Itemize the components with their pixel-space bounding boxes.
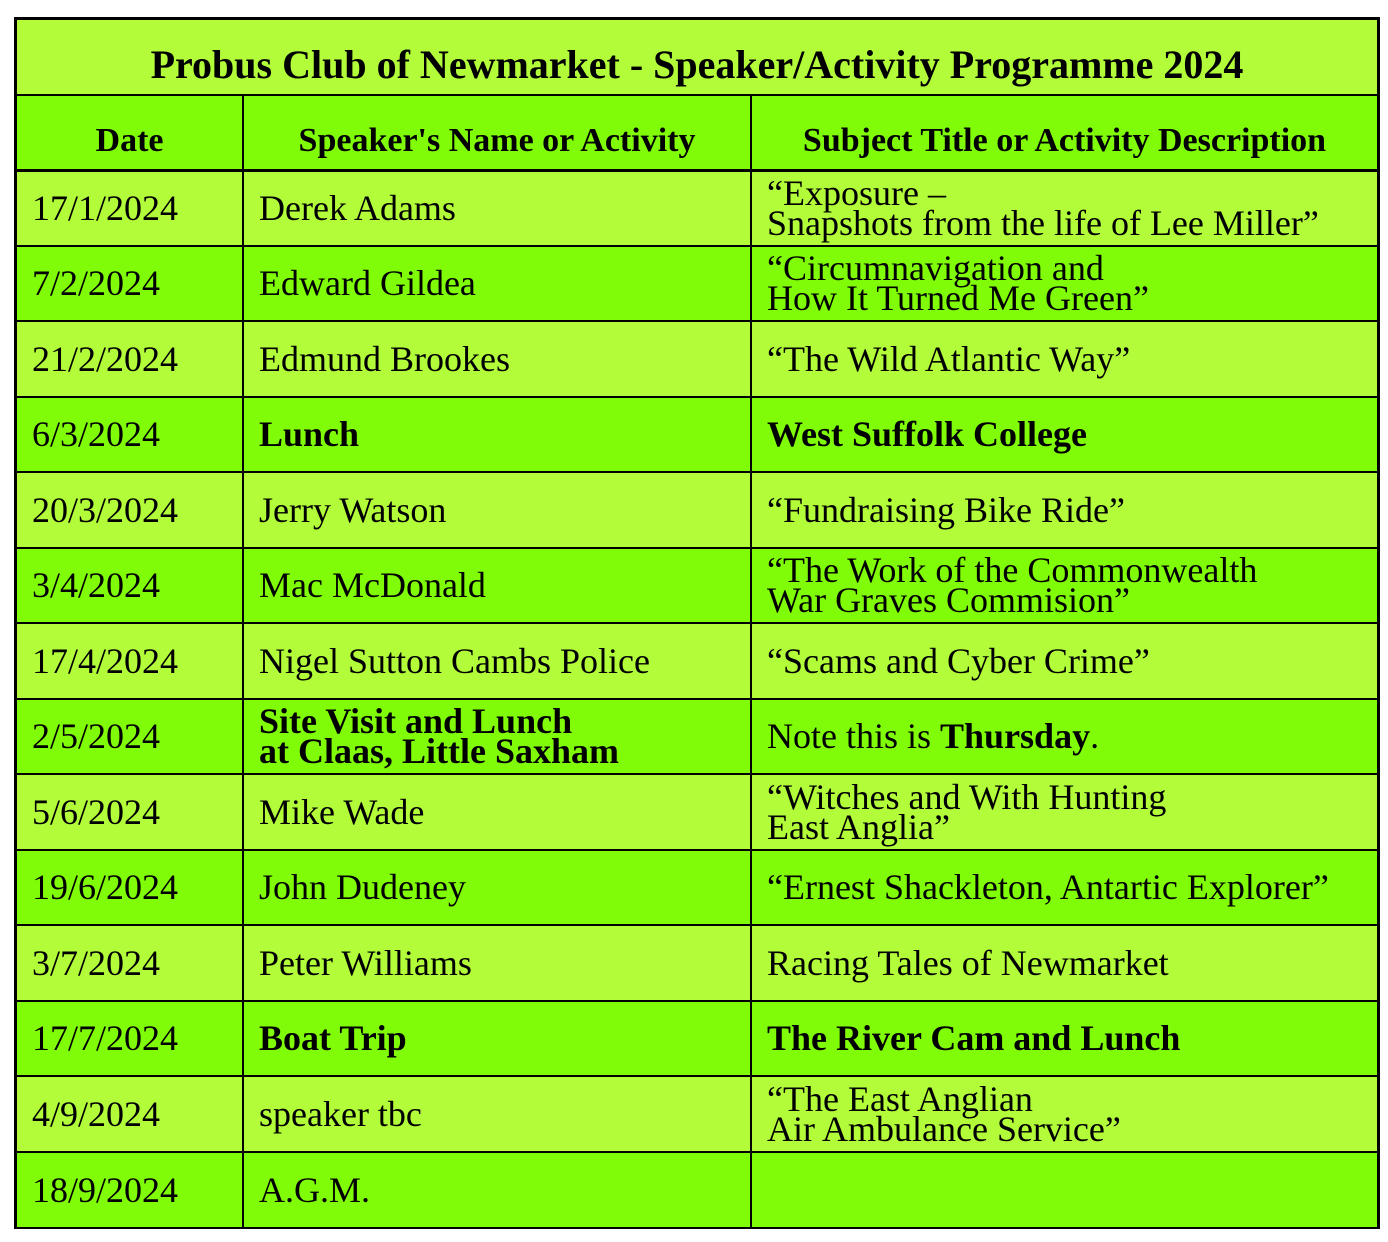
- date-cell: 17/7/2024: [17, 1001, 243, 1077]
- subject-line: “Ernest Shackleton, Antartic Explorer”: [767, 867, 1329, 908]
- subject-cell: [751, 472, 1377, 548]
- speaker-cell: Peter Williams: [243, 925, 751, 1001]
- table-row: [17, 699, 1377, 775]
- subject-cell: [751, 774, 1377, 850]
- programme-table: [17, 96, 1377, 1227]
- subject-text-part: Note this is: [767, 716, 941, 757]
- subject-cell: [751, 548, 1377, 624]
- table-row: [17, 774, 1377, 850]
- table-row: [17, 397, 1377, 473]
- table-row: [17, 623, 1377, 699]
- subject-line: Snapshots from the life of Lee Miller”: [767, 203, 1319, 243]
- subject-line: West Suffolk College: [767, 414, 1087, 455]
- subject-cell: [751, 925, 1377, 1001]
- subject-cell: [751, 246, 1377, 322]
- date-cell: 4/9/2024: [17, 1076, 243, 1152]
- subject-line: Racing Tales of Newmarket: [767, 942, 1169, 983]
- programme-title-bar: [17, 20, 1377, 96]
- subject-line: “The Work of the Commonwealth: [767, 550, 1258, 591]
- speaker-cell: Derek Adams: [243, 170, 751, 246]
- subject-line: How It Turned Me Green”: [767, 278, 1149, 319]
- speaker-cell: Mac McDonald: [243, 548, 751, 624]
- programme-frame: [14, 17, 1380, 1229]
- date-cell: 6/3/2024: [17, 397, 243, 473]
- subject-cell: [751, 623, 1377, 699]
- date-cell: 17/1/2024: [17, 170, 243, 246]
- subject-cell: [751, 850, 1377, 926]
- subject-line: “Scams and Cyber Crime”: [767, 640, 1150, 681]
- speaker-cell: speaker tbc: [243, 1076, 751, 1152]
- subject-cell: [751, 699, 1377, 775]
- date-cell: 2/5/2024: [17, 699, 243, 775]
- subject-line: Air Ambulance Service”: [767, 1108, 1121, 1149]
- speaker-cell: John Dudeney: [243, 850, 751, 926]
- table-row: [17, 548, 1377, 624]
- speaker-cell: Edward Gildea: [243, 246, 751, 322]
- programme-title: Probus Club of Newmarket - Speaker/Activity Programme 2024: [150, 41, 1244, 87]
- subject-cell: [751, 1076, 1377, 1152]
- column-header-speaker: Speaker's Name or Activity: [243, 96, 751, 170]
- speaker-cell: A.G.M.: [243, 1152, 751, 1228]
- table-row: [17, 321, 1377, 397]
- table-row: [17, 1152, 1377, 1228]
- subject-cell: [751, 1152, 1377, 1228]
- date-cell: 17/4/2024: [17, 623, 243, 699]
- date-cell: 5/6/2024: [17, 774, 243, 850]
- subject-line: “Exposure –: [767, 173, 946, 213]
- table-row: [17, 246, 1377, 322]
- subject-line: “Fundraising Bike Ride”: [767, 489, 1125, 530]
- subject-line: “The Wild Atlantic Way”: [767, 338, 1131, 379]
- speaker-cell: Lunch: [243, 397, 751, 473]
- date-cell: 7/2/2024: [17, 246, 243, 322]
- date-cell: 18/9/2024: [17, 1152, 243, 1228]
- subject-line: “The East Anglian: [767, 1078, 1033, 1119]
- table-row: [17, 925, 1377, 1001]
- table-row: [17, 850, 1377, 926]
- column-header-date: Date: [17, 96, 243, 170]
- table-row: [17, 170, 1377, 246]
- date-cell: 20/3/2024: [17, 472, 243, 548]
- column-header-subject: Subject Title or Activity Description: [751, 96, 1377, 170]
- subject-cell: [751, 170, 1377, 246]
- speaker-cell: Edmund Brookes: [243, 321, 751, 397]
- date-cell: 21/2/2024: [17, 321, 243, 397]
- subject-line: War Graves Commision”: [767, 580, 1131, 621]
- speaker-cell: Mike Wade: [243, 774, 751, 850]
- date-cell: 3/7/2024: [17, 925, 243, 1001]
- subject-cell: [751, 397, 1377, 473]
- speaker-cell: Site Visit and Lunch at Claas, Little Saxham: [243, 699, 751, 775]
- subject-line: “Circumnavigation and: [767, 248, 1104, 289]
- subject-line: The River Cam and Lunch: [767, 1018, 1181, 1059]
- subject-cell: [751, 1001, 1377, 1077]
- subject-text-part: Thursday: [940, 716, 1091, 757]
- speaker-cell: Nigel Sutton Cambs Police: [243, 623, 751, 699]
- speaker-cell: Jerry Watson: [243, 472, 751, 548]
- table-row: [17, 1076, 1377, 1152]
- header-row: [17, 96, 1377, 170]
- programme-rows: [17, 170, 1377, 1227]
- date-cell: 19/6/2024: [17, 850, 243, 926]
- table-row: [17, 1001, 1377, 1077]
- table-row: [17, 472, 1377, 548]
- subject-text-part: .: [1090, 716, 1100, 757]
- subject-line: “Witches and With Hunting: [767, 776, 1167, 817]
- subject-cell: [751, 321, 1377, 397]
- subject-line: East Anglia”: [767, 806, 950, 847]
- speaker-cell: Boat Trip: [243, 1001, 751, 1077]
- date-cell: 3/4/2024: [17, 548, 243, 624]
